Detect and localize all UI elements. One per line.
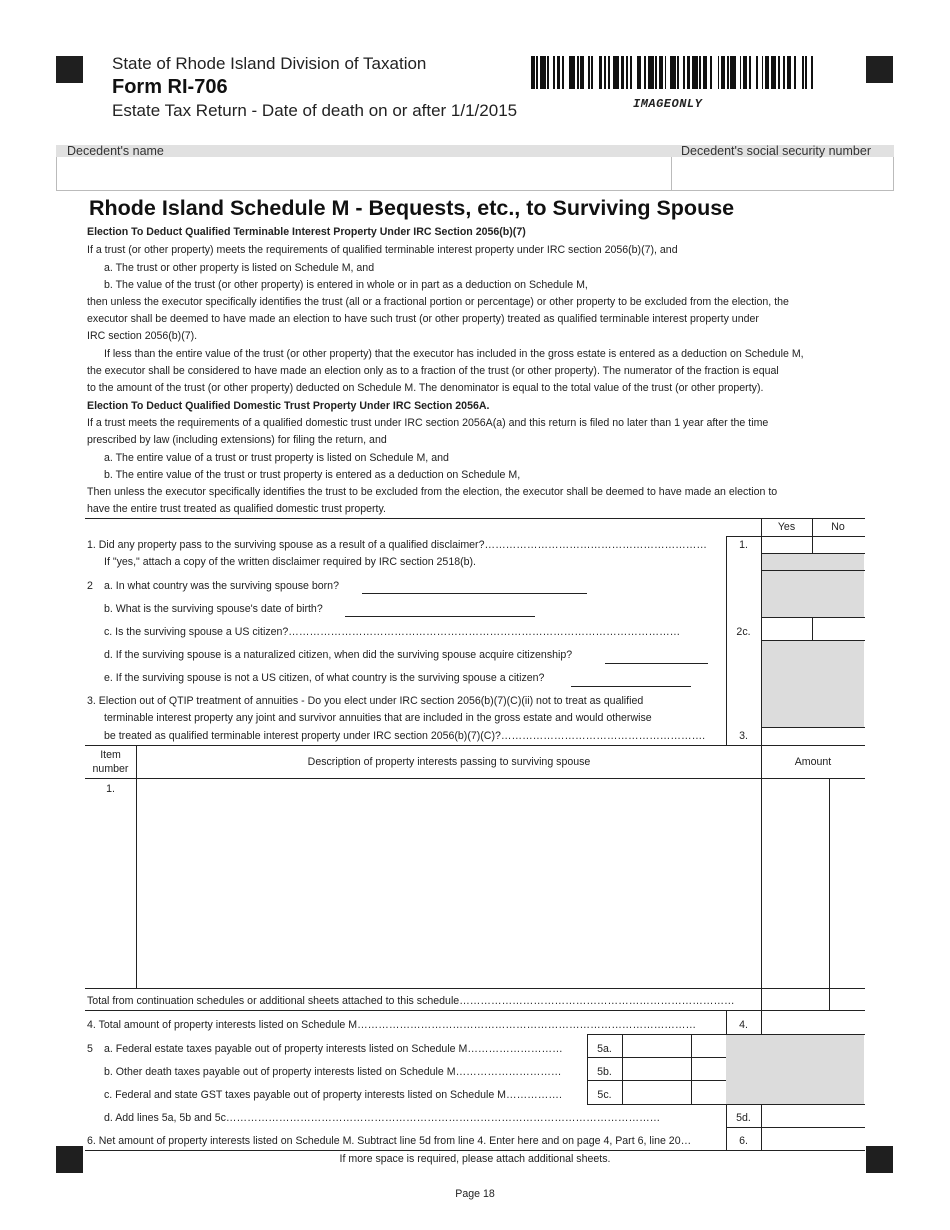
decedent-field-row — [56, 157, 894, 191]
line-5d-amount[interactable] — [762, 1105, 864, 1127]
instruction-heading-qdot: Election To Deduct Qualified Domestic Trust Property Under IRC Section 2056A. — [87, 400, 490, 412]
line-5a-cents[interactable] — [692, 1035, 726, 1057]
decedent-name-field[interactable] — [57, 157, 671, 190]
line-4-amount[interactable] — [762, 1011, 829, 1034]
instruction-line: b. The value of the trust (or other property) is entered in whole or in part as a deduction on Schedule M, — [104, 279, 588, 291]
question-2a-answer-line[interactable] — [362, 593, 587, 594]
shade — [761, 554, 864, 570]
question-3-yes-box[interactable] — [762, 728, 812, 745]
instruction-line: executor shall be deemed to have made an election to have such trust (or other property) treated as qualified terminable interest property under — [87, 313, 759, 325]
schedule-title: Rhode Island Schedule M - Bequests, etc., to Surviving Spouse — [89, 196, 735, 220]
item-number-header: Item number — [92, 749, 129, 775]
question-2c-no-box[interactable] — [813, 618, 864, 640]
instruction-line: the executor shall be considered to have made an election only as to a fraction of the trust (or other property). The numerator of the fraction is equal — [87, 365, 779, 377]
line-5c-number: 5c. — [597, 1089, 612, 1101]
question-3-text-cont: terminable interest property any joint and survivor annuities that are included in the gross estate and would otherwise — [104, 712, 652, 724]
question-2c-text: c. Is the surviving spouse a US citizen?………………………………………………………………………………………………… — [104, 626, 681, 638]
shade — [761, 571, 864, 617]
continuation-total-text: Total from continuation schedules or additional sheets attached to this schedule…………………………………………………………………… — [87, 995, 735, 1007]
shade — [761, 641, 864, 727]
question-3-number: 3. — [739, 730, 748, 742]
line-5c-text: c. Federal and state GST taxes payable out of property interests listed on Schedule M……………. — [104, 1089, 562, 1101]
line-6-amount[interactable] — [762, 1128, 864, 1150]
question-3-no-box[interactable] — [813, 728, 864, 745]
item-1-amount-field[interactable] — [762, 779, 829, 988]
question-1-no-box[interactable] — [813, 537, 864, 553]
decedent-name-label: Decedent's name — [67, 144, 164, 158]
barcode-caption: IMAGEONLY — [633, 97, 703, 111]
question-2c-yes-box[interactable] — [762, 618, 812, 640]
question-1-yes-box[interactable] — [762, 537, 812, 553]
question-2c-number: 2c. — [736, 626, 751, 638]
line-5-prefix: 5 — [87, 1043, 93, 1055]
question-2b-text: b. What is the surviving spouse's date of birth? — [104, 603, 323, 615]
question-2-prefix: 2 — [87, 580, 93, 592]
question-2e-text: e. If the surviving spouse is not a US citizen, of what country is the surviving spouse a citizen? — [104, 672, 545, 684]
shade — [726, 1034, 864, 1104]
line-5a-amount[interactable] — [623, 1035, 691, 1057]
item-1-number: 1. — [106, 783, 115, 795]
more-space-note: If more space is required, please attach additional sheets. — [339, 1153, 611, 1165]
instruction-heading-qtip: Election To Deduct Qualified Terminable Interest Property Under IRC Section 2056(b)(7) — [87, 226, 526, 238]
form-subtitle: Estate Tax Return - Date of death on or after 1/1/2015 — [112, 101, 518, 120]
instruction-line: then unless the executor specifically identifies the trust (all or a fractional portion or percentage) or other property to be excluded from the election, the — [87, 296, 789, 308]
registration-mark-top-right — [866, 56, 893, 83]
instruction-line: If a trust meets the requirements of a qualified domestic trust under IRC section 2056A(a) and this return is filed no later than 1 year after the time — [87, 417, 769, 429]
line-5b-cents[interactable] — [692, 1058, 726, 1080]
barcode — [531, 56, 817, 89]
decedent-ssn-label: Decedent's social security number — [681, 144, 871, 158]
line-5d-number: 5d. — [736, 1112, 751, 1124]
line-5b-amount[interactable] — [623, 1058, 691, 1080]
instruction-line: IRC section 2056(b)(7). — [87, 330, 198, 342]
instruction-line: b. The entire value of the trust or trust property is entered as a deduction on Schedule M, — [104, 469, 521, 481]
instruction-line: to the amount of the trust (or other property) deducted on Schedule M. The denominator is equal to the total value of the trust (or other property). — [87, 382, 764, 394]
question-1-number: 1. — [739, 539, 748, 551]
registration-mark-top-left — [56, 56, 83, 83]
question-1-text: 1. Did any property pass to the surviving spouse as a result of a qualified disclaimer?……………………………………………………… — [87, 539, 707, 551]
continuation-total-amount[interactable] — [762, 989, 829, 1010]
question-2a-text: a. In what country was the surviving spouse born? — [104, 580, 339, 592]
line-4-text: 4. Total amount of property interests listed on Schedule M…………………………………………………………………………………… — [87, 1019, 697, 1031]
line-5b-number: 5b. — [597, 1066, 612, 1078]
decedent-label-bar — [56, 145, 894, 157]
no-column-header: No — [831, 521, 845, 533]
question-1-note: If "yes," attach a copy of the written disclaimer required by IRC section 2518(b). — [104, 556, 476, 568]
line-5d-text: d. Add lines 5a, 5b and 5c…………………………………………………………………………………………………………… — [104, 1112, 661, 1124]
instruction-line: a. The trust or other property is listed on Schedule M, and — [104, 262, 375, 274]
instruction-line: a. The entire value of a trust or trust property is listed on Schedule M, and — [104, 452, 449, 464]
question-2b-answer-line[interactable] — [345, 616, 535, 617]
question-2d-answer-line[interactable] — [605, 663, 708, 664]
line-6-text: 6. Net amount of property interests listed on Schedule M. Subtract line 5d from line 4. Enter here and on page 4, Part 6, line 20… — [87, 1135, 692, 1147]
yes-column-header: Yes — [777, 521, 796, 533]
form-number: Form RI-706 — [112, 76, 228, 98]
item-1-description-field[interactable] — [137, 779, 761, 988]
instruction-line: Then unless the executor specifically identifies the trust to be excluded from the election, the executor shall be deemed to have made an election to — [87, 486, 778, 498]
question-3-text: 3. Election out of QTIP treatment of annuities - Do you elect under IRC section 2056(b)(7)(C)(ii) not to treat as qualified — [87, 695, 644, 707]
line-4-number: 4. — [739, 1019, 748, 1031]
agency-name: State of Rhode Island Division of Taxation — [112, 54, 427, 73]
description-header: Description of property interests passing to surviving spouse — [307, 756, 591, 768]
amount-header: Amount — [794, 756, 832, 768]
instruction-line: If a trust (or other property) meets the requirements of qualified terminable interest property under IRC section 2056(b)(7), and — [87, 244, 678, 256]
line-5c-amount[interactable] — [623, 1081, 691, 1104]
line-6-number: 6. — [739, 1135, 748, 1147]
instruction-line: have the entire trust treated as qualified domestic trust property. — [87, 503, 386, 515]
decedent-ssn-field[interactable] — [672, 157, 893, 190]
instruction-line: prescribed by law (including extensions) for filing the return, and — [87, 434, 387, 446]
line-5c-cents[interactable] — [692, 1081, 726, 1104]
line-5a-number: 5a. — [597, 1043, 612, 1055]
instruction-line: If less than the entire value of the trust (or other property) that the executor has included in the gross estate is entered as a deduction on Schedule M, — [104, 348, 804, 360]
question-3-text-cont: be treated as qualified terminable interest property under IRC section 2056(b)(7)(C)?…………………………………………………. — [104, 730, 706, 742]
page-number: Page 18 — [455, 1188, 495, 1200]
question-2d-text: d. If the surviving spouse is a naturalized citizen, when did the surviving spouse acquire citizenship? — [104, 649, 573, 661]
line-5b-text: b. Other death taxes payable out of property interests listed on Schedule M………………………… — [104, 1066, 562, 1078]
question-2e-answer-line[interactable] — [571, 686, 691, 687]
line-5a-text: a. Federal estate taxes payable out of property interests listed on Schedule M……………………… — [104, 1043, 563, 1055]
